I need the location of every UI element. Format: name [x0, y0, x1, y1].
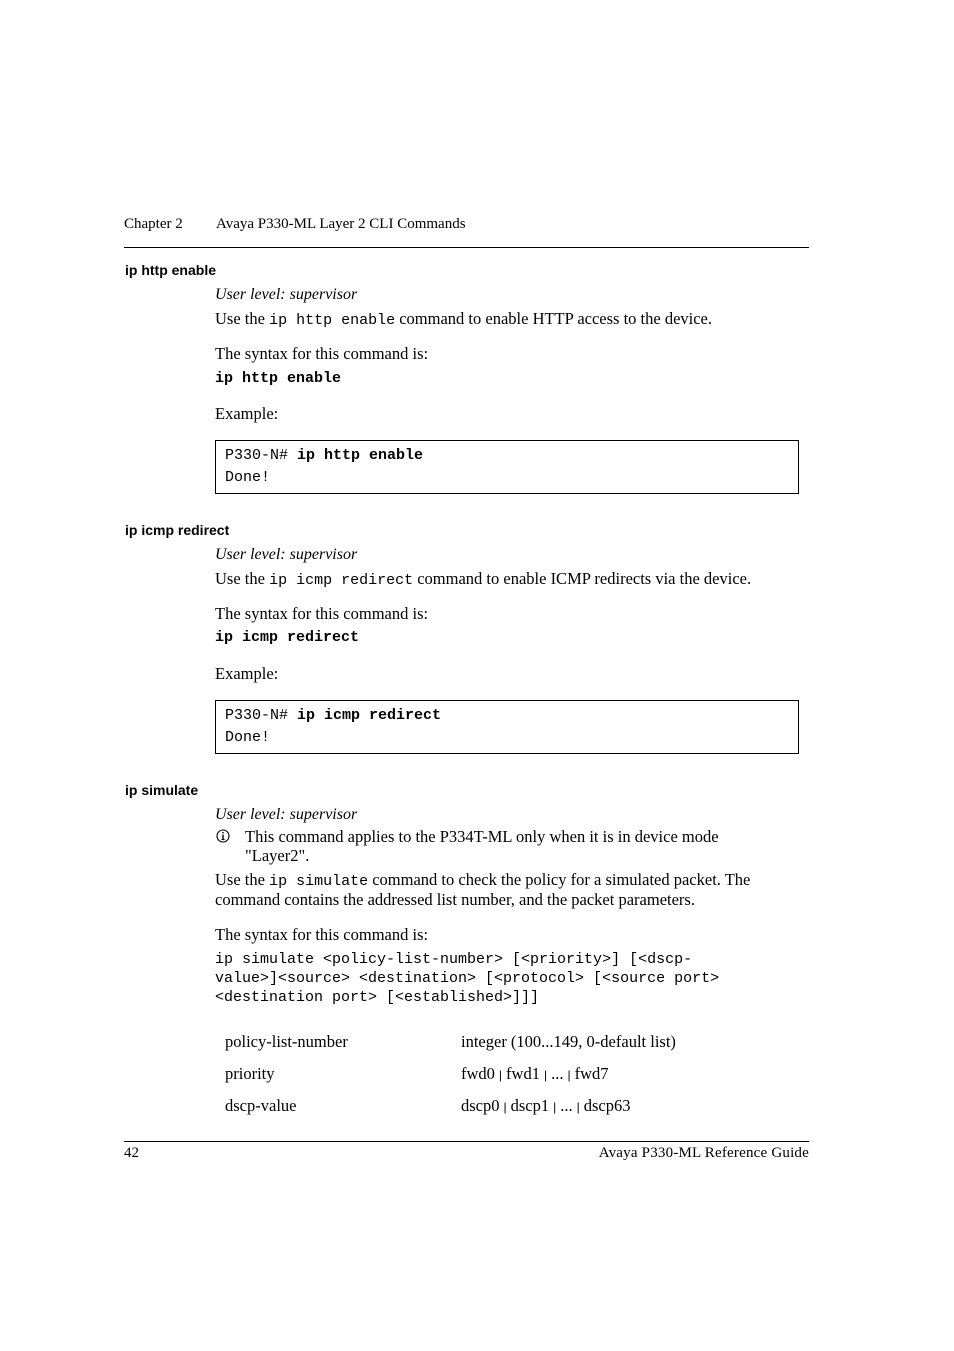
separator: |	[567, 1068, 571, 1082]
example-box	[215, 440, 799, 494]
note-line-1: This command applies to the P334T-ML only when it is in device mode	[245, 827, 719, 846]
param-value	[461, 1064, 609, 1084]
user-level: User level: supervisor	[215, 806, 358, 823]
example-output: Done!	[225, 469, 271, 486]
separator: |	[553, 1100, 557, 1114]
syntax-command: ip http enable	[215, 370, 342, 387]
section-heading-ip-icmp-redirect: ip icmp redirect	[125, 522, 230, 538]
syntax-line: <destination port> [<established>]]]	[215, 989, 540, 1006]
syntax-line: ip simulate <policy-list-number> [<priority>] [<dscp-	[215, 951, 693, 968]
footer-rule	[124, 1141, 809, 1142]
inline-command: ip http enable	[269, 312, 396, 329]
footer-guide-title: Avaya P330-ML Reference Guide	[598, 1145, 809, 1161]
section-heading-ip-http-enable: ip http enable	[125, 262, 216, 278]
param-option: fwd7	[574, 1064, 609, 1083]
param-name: priority	[225, 1064, 275, 1083]
desc-post: command to enable HTTP access to the device.	[399, 309, 713, 328]
desc-post: command to enable ICMP redirects via the device.	[417, 569, 752, 588]
example-command: ip http enable	[297, 447, 424, 464]
separator: |	[576, 1100, 580, 1114]
param-name: dscp-value	[225, 1096, 297, 1115]
param-option: dscp1	[510, 1096, 550, 1115]
param-name: policy-list-number	[225, 1032, 348, 1051]
example-command: ip icmp redirect	[297, 707, 442, 724]
param-option: ...	[560, 1096, 573, 1115]
example-box	[215, 700, 799, 754]
param-option: fwd1	[506, 1064, 540, 1083]
example-label: Example:	[215, 404, 279, 423]
description	[215, 569, 751, 591]
separator: |	[543, 1068, 548, 1082]
example-label: Example:	[215, 664, 279, 683]
example-line-1	[225, 707, 441, 724]
param-option: ...	[551, 1064, 564, 1083]
info-icon	[216, 829, 230, 843]
example-prompt: P330-N#	[225, 447, 289, 464]
description-line-2: command contains the addressed list number, and the packet parameters.	[215, 890, 695, 909]
note-line-2: "Layer2".	[245, 846, 310, 865]
syntax-intro: The syntax for this command is:	[215, 604, 429, 623]
example-prompt: P330-N#	[225, 707, 289, 724]
description	[215, 870, 750, 892]
inline-command: ip icmp redirect	[269, 572, 414, 589]
example-line-1	[225, 447, 423, 464]
section-heading-ip-simulate: ip simulate	[125, 782, 199, 798]
syntax-intro: The syntax for this command is:	[215, 925, 429, 944]
desc-pre: Use the	[215, 870, 265, 889]
separator: |	[503, 1100, 507, 1114]
param-value: integer (100...149, 0-default list)	[461, 1032, 676, 1051]
param-option: fwd0	[461, 1064, 495, 1083]
page-number: 42	[124, 1145, 139, 1161]
chapter-title: Avaya P330-ML Layer 2 CLI Commands	[216, 216, 466, 232]
separator: |	[498, 1068, 503, 1082]
syntax-intro: The syntax for this command is:	[215, 344, 429, 363]
inline-command: ip simulate	[269, 873, 369, 890]
param-option: dscp63	[583, 1096, 631, 1115]
param-value	[461, 1096, 631, 1116]
desc-pre: Use the	[215, 569, 265, 588]
chapter-label: Chapter 2	[124, 216, 183, 232]
syntax-command: ip icmp redirect	[215, 629, 360, 646]
description	[215, 309, 712, 331]
syntax-command	[215, 950, 815, 1007]
example-output: Done!	[225, 729, 271, 746]
user-level: User level: supervisor	[215, 546, 358, 563]
header-rule	[124, 247, 809, 248]
param-option: dscp0	[461, 1096, 500, 1115]
syntax-line: value>]<source> <destination> [<protocol> [<source port>	[215, 970, 720, 987]
user-level: User level: supervisor	[215, 286, 358, 303]
desc-post: command to check the policy for a simulated packet. The	[372, 870, 751, 889]
desc-pre: Use the	[215, 309, 265, 328]
